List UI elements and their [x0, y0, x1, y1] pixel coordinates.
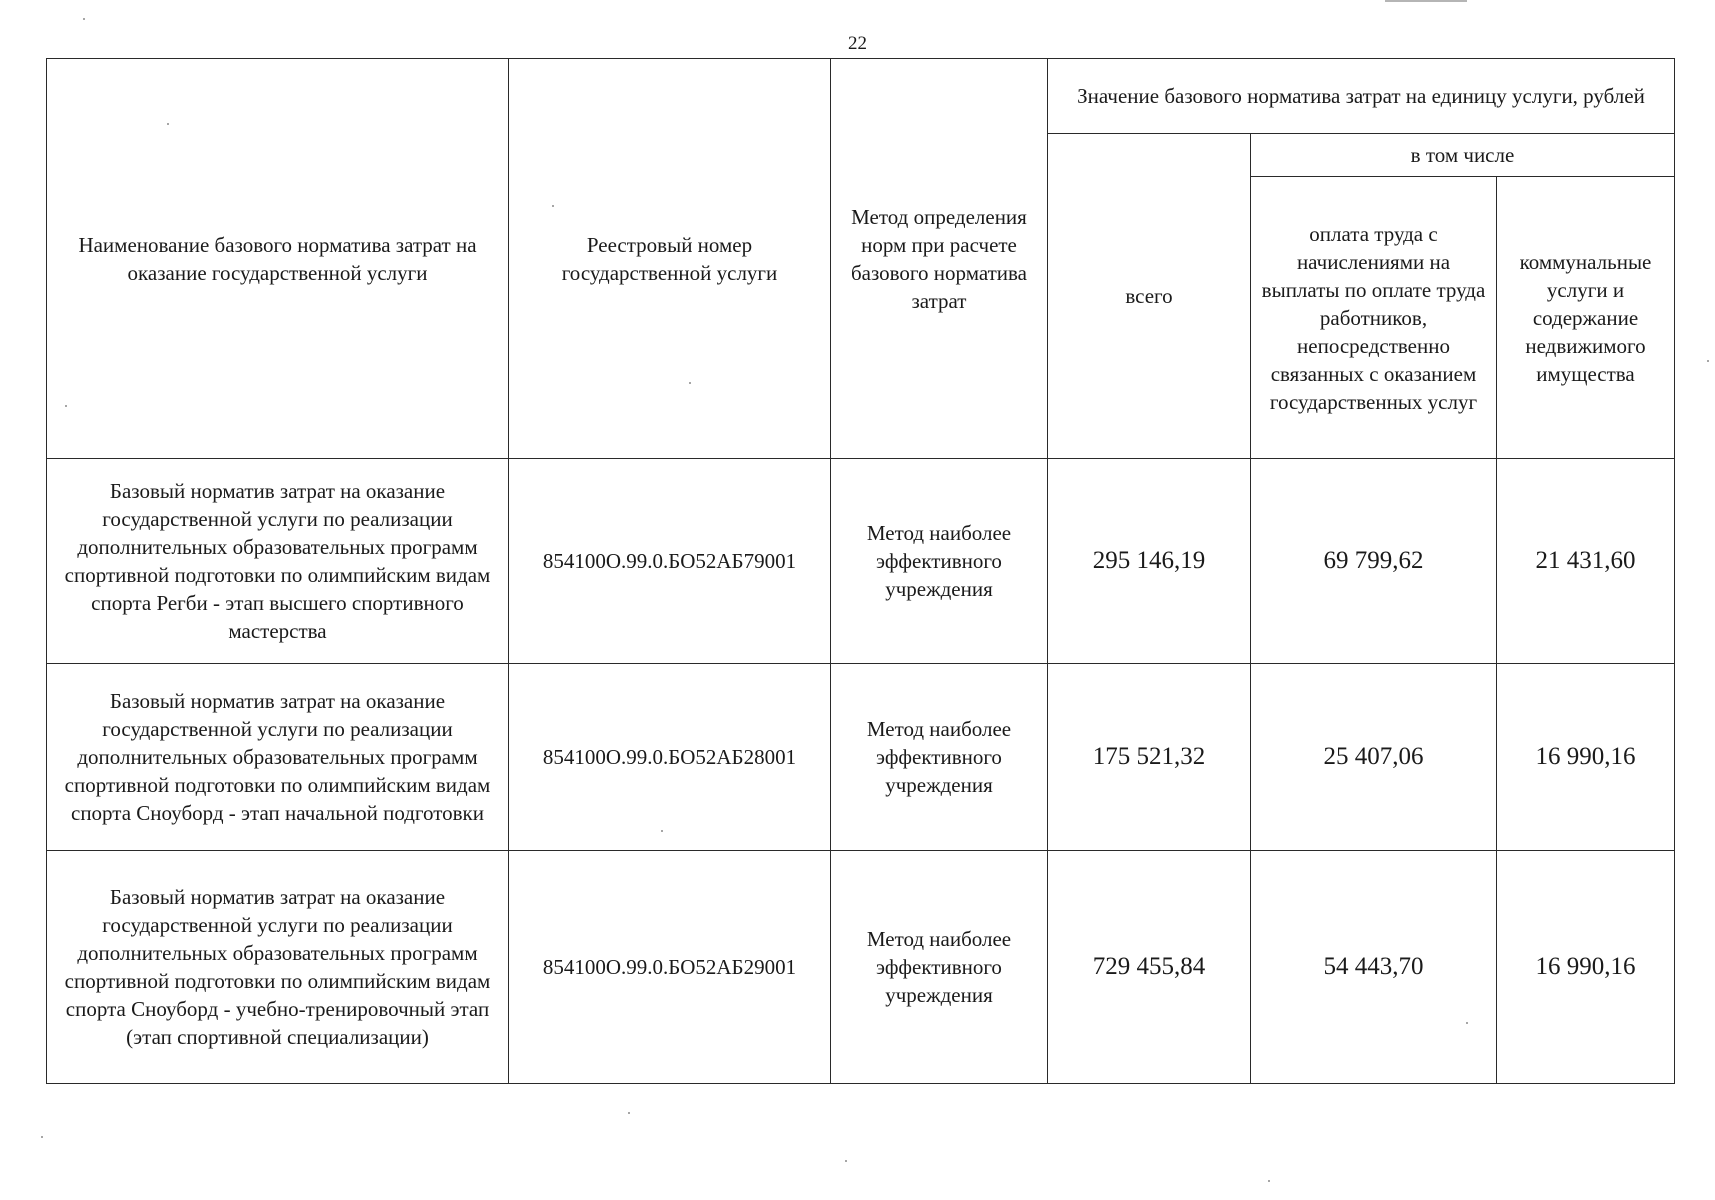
table-row — [47, 459, 1675, 664]
scan-speck — [552, 205, 554, 207]
scan-speck — [689, 382, 691, 384]
header-registry-number: Реестровый номер государственной услуги — [509, 59, 831, 459]
header-row-1 — [47, 59, 1675, 134]
base-cost-norms-table — [46, 58, 1675, 1084]
row-method: Метод наиболее эффективного учреждения — [831, 851, 1048, 1084]
scan-speck — [1466, 1022, 1468, 1024]
row-utilities: 16 990,16 — [1497, 851, 1675, 1084]
row-method: Метод наиболее эффективного учреждения — [831, 664, 1048, 851]
row-registry-number: 854100О.99.0.БО52АБ79001 — [509, 459, 831, 664]
row-name: Базовый норматив затрат на оказание государственной услуги по реализации дополнительных образовательных программ спортивной подготовки по олимпийским видам спорта Сноуборд - учебно-тренировочный этап (этап спортивной специализации) — [47, 851, 509, 1084]
row-method: Метод наиболее эффективного учреждения — [831, 459, 1048, 664]
scan-speck — [83, 18, 85, 20]
row-total: 175 521,32 — [1048, 664, 1251, 851]
row-registry-number: 854100О.99.0.БО52АБ29001 — [509, 851, 831, 1084]
scan-speck — [628, 1112, 630, 1114]
row-name: Базовый норматив затрат на оказание государственной услуги по реализации дополнительных образовательных программ спортивной подготовки по олимпийским видам спорта Регби - этап высшего спортивного мастерства — [47, 459, 509, 664]
scan-speck — [1707, 360, 1709, 362]
row-utilities: 16 990,16 — [1497, 664, 1675, 851]
scan-speck — [167, 123, 169, 125]
table-row — [47, 851, 1675, 1084]
top-edge-rule — [1385, 0, 1467, 2]
row-utilities: 21 431,60 — [1497, 459, 1675, 664]
scan-speck — [661, 830, 663, 832]
row-name: Базовый норматив затрат на оказание государственной услуги по реализации дополнительных образовательных программ спортивной подготовки по олимпийским видам спорта Сноуборд - этап начальной подготовки — [47, 664, 509, 851]
table-row — [47, 664, 1675, 851]
row-total: 729 455,84 — [1048, 851, 1251, 1084]
scan-speck — [65, 405, 67, 407]
row-labor-cost: 54 443,70 — [1251, 851, 1497, 1084]
page-number: 22 — [848, 33, 867, 54]
row-registry-number: 854100О.99.0.БО52АБ28001 — [509, 664, 831, 851]
header-total: всего — [1048, 134, 1251, 459]
header-utilities: коммунальные услуги и содержание недвижимого имущества — [1497, 177, 1675, 459]
scan-speck — [845, 1160, 847, 1162]
scan-speck — [41, 1136, 43, 1138]
row-labor-cost: 25 407,06 — [1251, 664, 1497, 851]
scan-speck — [1268, 1180, 1270, 1182]
header-method: Метод определения норм при расчете базового норматива затрат — [831, 59, 1048, 459]
header-value-group: Значение базового норматива затрат на единицу услуги, рублей — [1048, 59, 1675, 134]
header-including: в том числе — [1251, 134, 1675, 177]
row-total: 295 146,19 — [1048, 459, 1251, 664]
header-labor-cost: оплата труда с начислениями на выплаты по оплате труда работников, непосредственно связанных с оказанием государственных услуг — [1251, 177, 1497, 459]
header-name: Наименование базового норматива затрат на оказание государственной услуги — [47, 59, 509, 459]
row-labor-cost: 69 799,62 — [1251, 459, 1497, 664]
